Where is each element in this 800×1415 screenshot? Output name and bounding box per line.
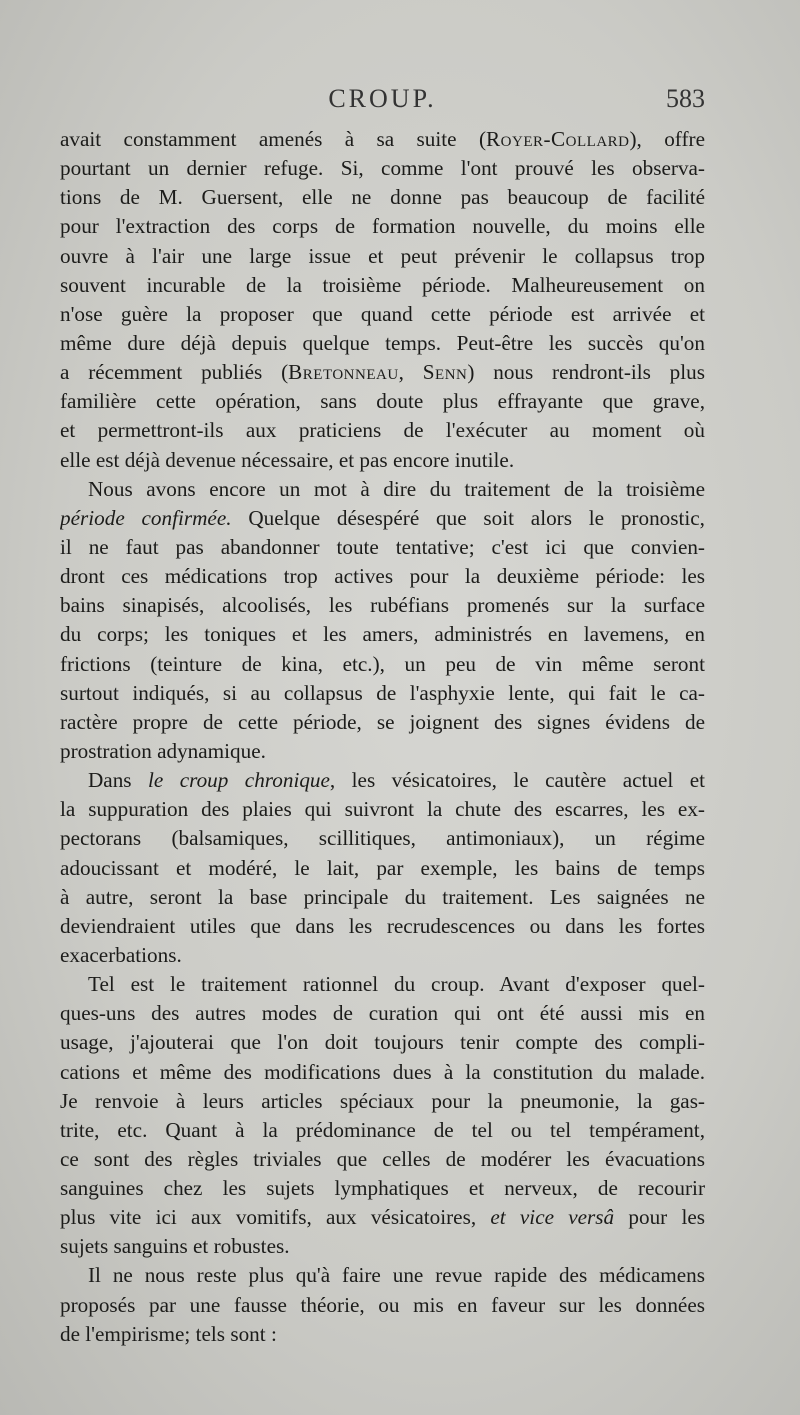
author-name: Royer-Collard [486, 127, 630, 151]
paragraph [60, 475, 705, 766]
paragraph [60, 766, 705, 970]
text-run: ractère propre de cette période, se joignent des signes évidens de [60, 709, 705, 734]
text-run: la suppuration des plaies qui suivront la chute des escarres, les ex- [60, 797, 705, 822]
text-line [60, 183, 705, 212]
text-line [60, 1087, 705, 1116]
text-run: proposés par une fausse théorie, ou mis en faveur sur les données [60, 1292, 705, 1317]
text-line [60, 1028, 705, 1057]
italic-text: le croup chronique [147, 768, 330, 793]
text-run: Tel est le traitement rationnel du croup. Avant d'exposer quel- [88, 972, 705, 997]
italic-text: et vice versâ [490, 1205, 615, 1230]
text-line [60, 212, 705, 241]
text-run: familière cette opération, sans doute plus effrayante que grave, [60, 389, 705, 414]
text-run: pourtant un dernier refuge. Si, comme l'ont prouvé les observa- [60, 156, 705, 181]
text-line [60, 562, 705, 591]
text-run: deviendraient utiles que dans les recrudescences ou dans les fortes [60, 913, 705, 938]
text-run: tions de M. Guersent, elle ne donne pas beaucoup de facilité [60, 185, 705, 210]
page-number: 583 [666, 84, 705, 113]
text-run: du corps; les toniques et les amers, administrés en lavemens, en [60, 622, 705, 647]
text-run: Nous avons encore un mot à dire du traitement de la troisième [88, 476, 705, 501]
text-line [60, 329, 705, 358]
author-name: Senn [422, 360, 468, 385]
text-run: elle est déjà devenue nécessaire, et pas encore inutile. [60, 447, 515, 472]
text-line [60, 504, 705, 533]
text-line [60, 620, 705, 649]
text-line [60, 387, 705, 416]
text-run: Il ne nous reste plus qu'à faire une revue rapide des médicamens [88, 1263, 705, 1288]
italic-text: période confirmée. [60, 505, 232, 530]
text-run: prostration adynamique. [60, 738, 266, 763]
text-run: , [398, 360, 423, 385]
text-run: ouvre à l'air une large issue et peut prévenir le collapsus trop [60, 243, 705, 268]
text-run: surtout indiqués, si au collapsus de l'asphyxie lente, qui fait le ca- [60, 680, 705, 705]
text-line [60, 912, 705, 941]
paragraph [60, 125, 705, 475]
text-line [60, 1116, 705, 1145]
text-run: , les vésicatoires, le cautère actuel et [329, 768, 705, 793]
text-line [60, 446, 705, 475]
text-line [60, 737, 705, 766]
text-line [60, 1145, 705, 1174]
text-run: à autre, seront la base principale du traitement. Les saignées ne [60, 884, 705, 909]
text-run: pour l'extraction des corps de formation nouvelle, du moins elle [60, 214, 705, 239]
text-line [60, 1174, 705, 1203]
text-line [60, 708, 705, 737]
text-run: il ne faut pas abandonner toute tentative; c'est ici que convien- [60, 534, 705, 559]
text-run: ques-uns des autres modes de curation qui ont été aussi mis en [60, 1001, 705, 1026]
text-run: ), offre [629, 127, 705, 151]
text-line [60, 1058, 705, 1087]
text-run: Dans [88, 768, 148, 793]
text-run: adoucissant et modéré, le lait, par exemple, les bains de temps [60, 855, 705, 880]
text-run: et permettront-ils aux praticiens de l'exécuter au moment où [60, 418, 705, 443]
text-run: Je renvoie à leurs articles spéciaux pour la pneumonie, la gas- [60, 1088, 705, 1113]
text-run: pour les [614, 1205, 705, 1230]
text-line [60, 591, 705, 620]
text-line [60, 154, 705, 183]
text-line [60, 271, 705, 300]
paragraph [60, 1261, 705, 1348]
text-run: ) nous rendront-ils plus [467, 360, 705, 385]
text-line [60, 300, 705, 329]
text-line [60, 795, 705, 824]
text-line [60, 941, 705, 970]
text-run: dront ces médications trop actives pour la deuxième période: les [60, 564, 705, 589]
text-run: n'ose guère la proposer que quand cette période est arrivée et [60, 301, 705, 326]
text-line [60, 1291, 705, 1320]
text-run: sujets sanguins et robustes. [60, 1234, 290, 1259]
text-line [60, 766, 705, 795]
text-run: frictions (teinture de kina, etc.), un peu de vin même seront [60, 651, 705, 676]
text-line [60, 650, 705, 679]
text-run: exacerbations. [60, 942, 182, 967]
text-run: Quelque désespéré que soit alors le pronostic, [231, 505, 705, 530]
text-line [60, 883, 705, 912]
paragraph [60, 970, 705, 1261]
text-line [60, 358, 705, 387]
running-title: CROUP. [328, 84, 437, 113]
body-text [60, 125, 705, 1349]
text-line [60, 533, 705, 562]
text-line [60, 999, 705, 1028]
text-line [60, 125, 705, 154]
text-run: souvent incurable de la troisième période. Malheureusement on [60, 272, 705, 297]
text-line [60, 475, 705, 504]
text-run: pectorans (balsamiques, scillitiques, antimoniaux), un régime [60, 826, 705, 851]
text-line [60, 970, 705, 999]
text-run: avait constamment amenés à sa suite ( [60, 127, 487, 151]
text-run: sanguines chez les sujets lymphatiques et nerveux, de recourir [60, 1176, 705, 1201]
text-line [60, 1320, 705, 1349]
text-run: usage, j'ajouterai que l'on doit toujours tenir compte des compli- [60, 1030, 705, 1055]
text-line [60, 824, 705, 853]
page-header [60, 84, 705, 124]
author-name: Bretonneau [288, 360, 399, 385]
text-line [60, 1261, 705, 1290]
text-run: plus vite ici aux vomitifs, aux vésicatoires, [60, 1205, 491, 1230]
text-line [60, 854, 705, 883]
text-line [60, 679, 705, 708]
text-run: cations et même des modifications dues à la constitution du malade. [60, 1059, 705, 1084]
text-line [60, 416, 705, 445]
text-line [60, 242, 705, 271]
text-run: de l'empirisme; tels sont : [60, 1321, 277, 1346]
text-line [60, 1203, 705, 1232]
text-run: trite, etc. Quant à la prédominance de tel ou tel tempérament, [60, 1117, 705, 1142]
text-line [60, 1232, 705, 1261]
text-run: ce sont des règles triviales que celles de modérer les évacuations [60, 1146, 705, 1171]
text-run: même dure déjà depuis quelque temps. Peut-être les succès qu'on [60, 330, 705, 355]
text-run: a récemment publiés ( [60, 360, 289, 385]
text-run: bains sinapisés, alcoolisés, les rubéfians promenés sur la surface [60, 593, 705, 618]
